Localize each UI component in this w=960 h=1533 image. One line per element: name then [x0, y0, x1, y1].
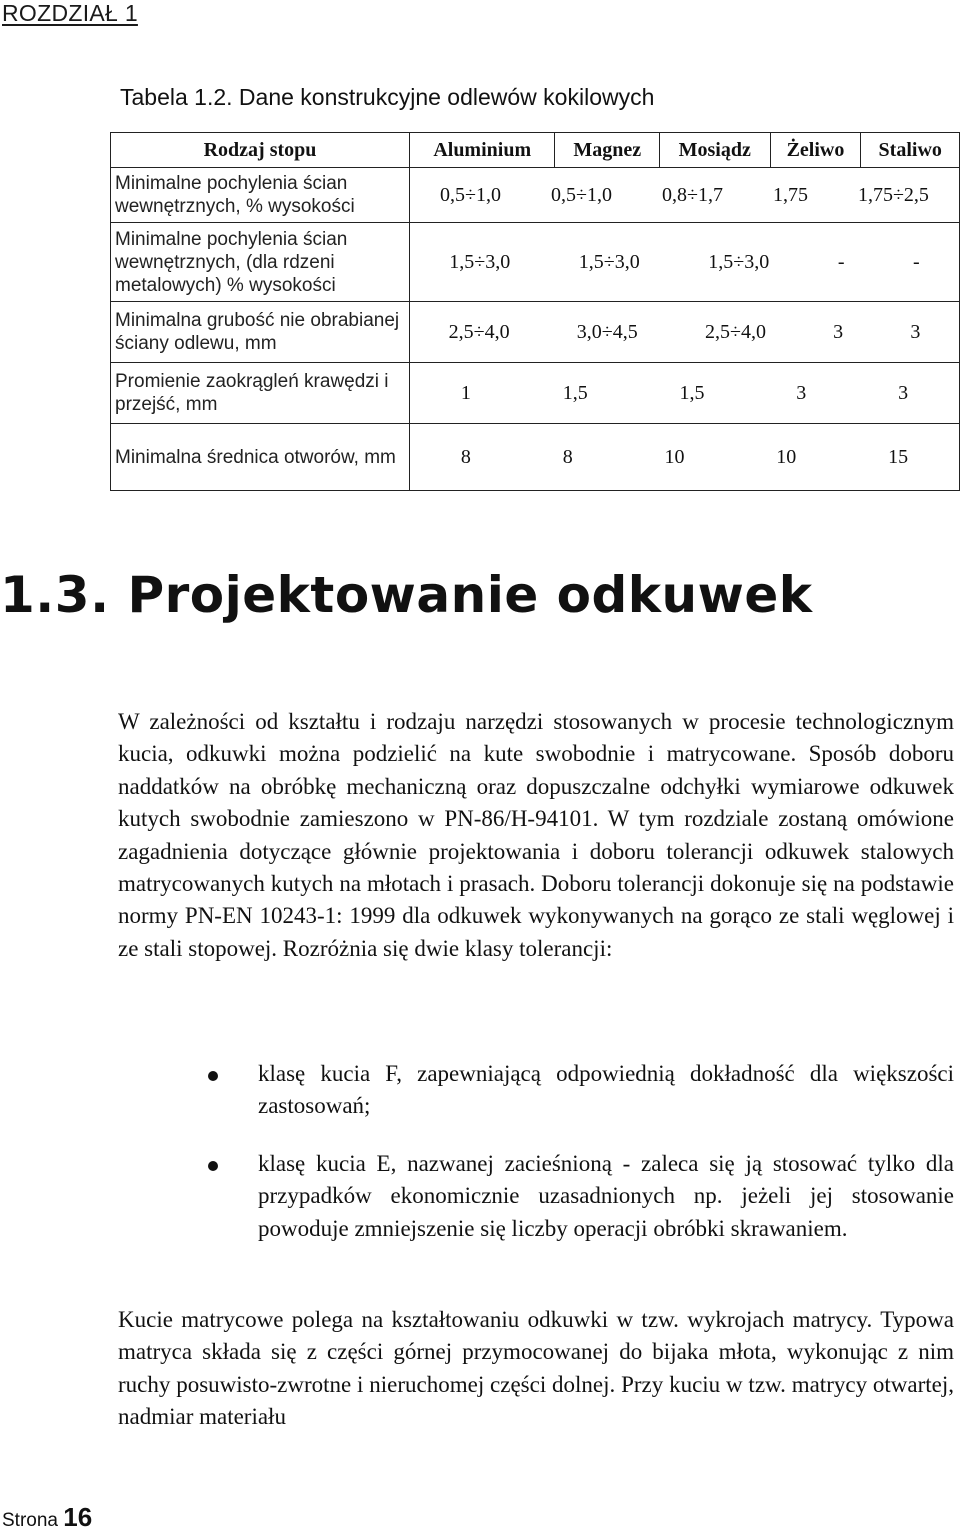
table-cell: 3: [910, 320, 921, 343]
table-cell: 1,75÷2,5: [857, 183, 929, 206]
table-cell: 8: [562, 445, 573, 468]
header-magnesium: Magnez: [555, 133, 660, 168]
table-cell: 1,5: [679, 381, 705, 404]
table-cell: -: [837, 250, 845, 273]
table-cell: 0,5÷1,0: [550, 183, 612, 206]
casting-data-table: [110, 132, 960, 491]
row-label: Minimalne pochylenia ścian wewnętrznych, (dla rdzeni metalowych) % wysokości: [111, 223, 410, 302]
list-item: [118, 1148, 954, 1245]
table-row: [111, 424, 960, 491]
table-header-row: [111, 133, 960, 168]
table-cell: 10: [664, 445, 685, 468]
header-cast-iron: Żeliwo: [770, 133, 861, 168]
bullet-icon: [208, 1161, 218, 1171]
page-footer: [2, 1502, 92, 1533]
table-cell: 2,5÷4,0: [448, 320, 510, 343]
table-row: [111, 223, 960, 302]
table-cell: 10: [776, 445, 797, 468]
table-cell: 1,5: [562, 381, 588, 404]
tolerance-class-list: [118, 1058, 954, 1270]
table-cell: 0,5÷1,0: [440, 183, 501, 206]
page-number: 16: [63, 1502, 93, 1532]
header-brass: Mosiądz: [659, 133, 770, 168]
header-cast-steel: Staliwo: [861, 133, 960, 168]
table-cell: 0,8÷1,7: [661, 183, 723, 206]
table-cell: 1,5÷3,0: [449, 250, 511, 273]
table-row: [111, 168, 960, 223]
table-cell: 8: [460, 445, 471, 468]
table-cell: 1,75: [772, 183, 808, 206]
table-row: [111, 363, 960, 424]
table-cell: 3: [898, 381, 909, 404]
list-item-text: klasę kucia F, zapewniającą odpowiednią dokładność dla większości zastosowań;: [258, 1061, 954, 1119]
header-aluminium: Aluminium: [410, 133, 555, 168]
table-cell: 3,0÷4,5: [576, 320, 638, 343]
list-item: [118, 1058, 954, 1123]
table-cell: -: [913, 250, 920, 273]
row-label: Minimalne pochylenia ścian wewnętrznych, % wysokości: [111, 168, 410, 223]
table-cell: 1: [460, 381, 471, 404]
table-cell: 1,5÷3,0: [578, 250, 640, 273]
table-cell: 15: [888, 445, 909, 468]
row-label: Minimalna grubość nie obrabianej ściany odlewu, mm: [111, 302, 410, 363]
table-cell: 1,5÷3,0: [708, 250, 770, 273]
table-row: [111, 302, 960, 363]
list-item-text: klasę kucia E, nazwanej zacieśnioną - zaleca się ją stosować tylko dla przypadków ekonomicznie uzasadnionych np. jeżeli jej stosowanie powoduje zmniejszenie się liczby operacji obróbki skrawaniem.: [258, 1150, 954, 1241]
table-cell: 2,5÷4,0: [704, 320, 766, 343]
table-caption: Tabela 1.2. Dane konstrukcyjne odlewów kokilowych: [120, 84, 655, 110]
table-cell: 3: [833, 320, 844, 343]
chapter-header: ROZDZIAŁ 1: [2, 0, 138, 26]
row-label: Promienie zaokrągleń krawędzi i przejść, mm: [111, 363, 410, 424]
header-alloy-type: Rodzaj stopu: [111, 133, 410, 168]
table-cell: 3: [796, 381, 807, 404]
row-label: Minimalna średnica otworów, mm: [111, 424, 410, 491]
bullet-icon: [208, 1071, 218, 1081]
page-label: Strona: [2, 1510, 58, 1531]
section-heading: 1.3. Projektowanie odkuwek: [0, 566, 813, 624]
paragraph-forging: Kucie matrycowe polega na kształtowaniu odkuwki w tzw. wykrojach matrycy. Typowa matryca składa się z części górnej przymocowanej do bijaka młota, wykonując z nim ruchy posuwisto-zwrotne i nieruchomej części dolnej. Przy kuciu w tzw. matrycy otwartej, nadmiar materiału: [118, 1307, 954, 1430]
paragraph-intro: W zależności od kształtu i rodzaju narzędzi stosowanych w procesie technologicznym kucia, odkuwki można podzielić na kute swobodnie i matrycowane. Sposób doboru naddatków na obróbkę mechaniczną oraz dopuszczalne odchyłki wymiarowe odkuwek kutych swobodnie zamieszono w PN-86/H-94101. W tym rozdziale zostaną omówione zagadnienia dotyczące głównie projektowania i doboru tolerancji odkuwek stalowych matrycowanych kutych na młotach i prasach. Doboru tolerancji dokonuje się na podstawie normy PN-EN 10243-1: 1999 dla odkuwek wykonywanych na gorąco ze stali węglowej i ze stali stopowej. Rozróżnia się dwie klasy tolerancji:: [118, 709, 954, 961]
